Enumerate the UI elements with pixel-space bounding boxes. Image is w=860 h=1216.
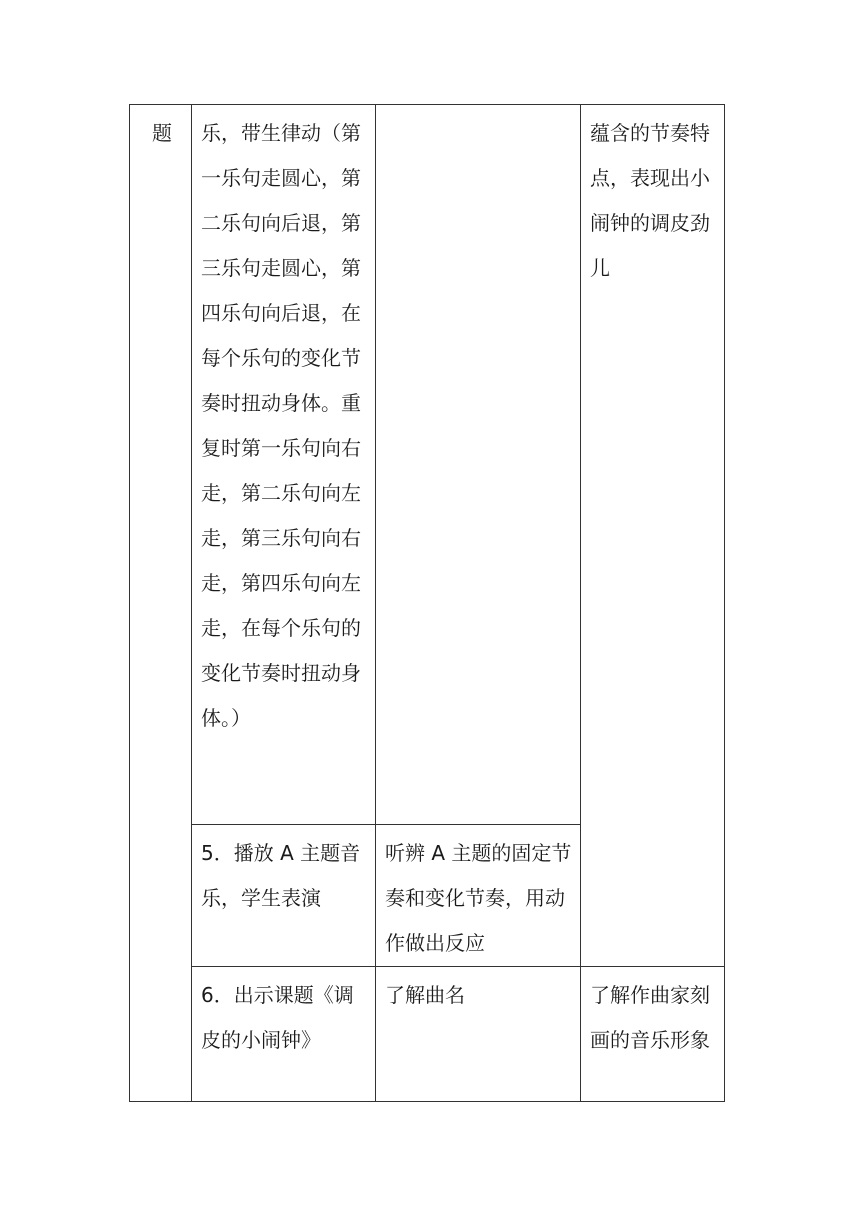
student-activity-text: 了解曲名 [385, 983, 465, 1007]
teacher-activity-cell [192, 105, 376, 825]
lesson-plan-table [129, 104, 725, 1102]
student-activity-cell [376, 825, 581, 967]
section-label: 题 [152, 121, 172, 145]
design-intent-text: 蕴含的节奏特点，表现出小闹钟的调皮劲儿 [590, 121, 710, 280]
design-intent-cell [581, 105, 725, 967]
teacher-activity-text: 乐，带生律动（第一乐句走圆心，第二乐句向后退，第三乐句走圆心，第四乐句向后退，在每个乐句的变化节奏时扭动身体。重复时第一乐句向右走，第二乐句向左走，第三乐句向右走，第四乐句向左走，在每个乐句的变化节奏时扭动身体。） [201, 121, 361, 730]
design-intent-text: 了解作曲家刻画的音乐形象 [590, 983, 710, 1052]
design-intent-cell [581, 967, 725, 1102]
table-row [130, 967, 725, 1102]
student-activity-text: 听辨 A 主题的固定节奏和变化节奏，用动作做出反应 [385, 841, 572, 955]
teacher-activity-cell [192, 967, 376, 1102]
teacher-activity-text: 5．播放 A 主题音乐，学生表演 [201, 841, 361, 910]
section-label-cell [130, 105, 192, 1102]
student-activity-cell [376, 105, 581, 825]
teacher-activity-cell [192, 825, 376, 967]
table-row [130, 105, 725, 825]
student-activity-cell [376, 967, 581, 1102]
teacher-activity-text: 6．出示课题《调皮的小闹钟》 [201, 983, 354, 1052]
